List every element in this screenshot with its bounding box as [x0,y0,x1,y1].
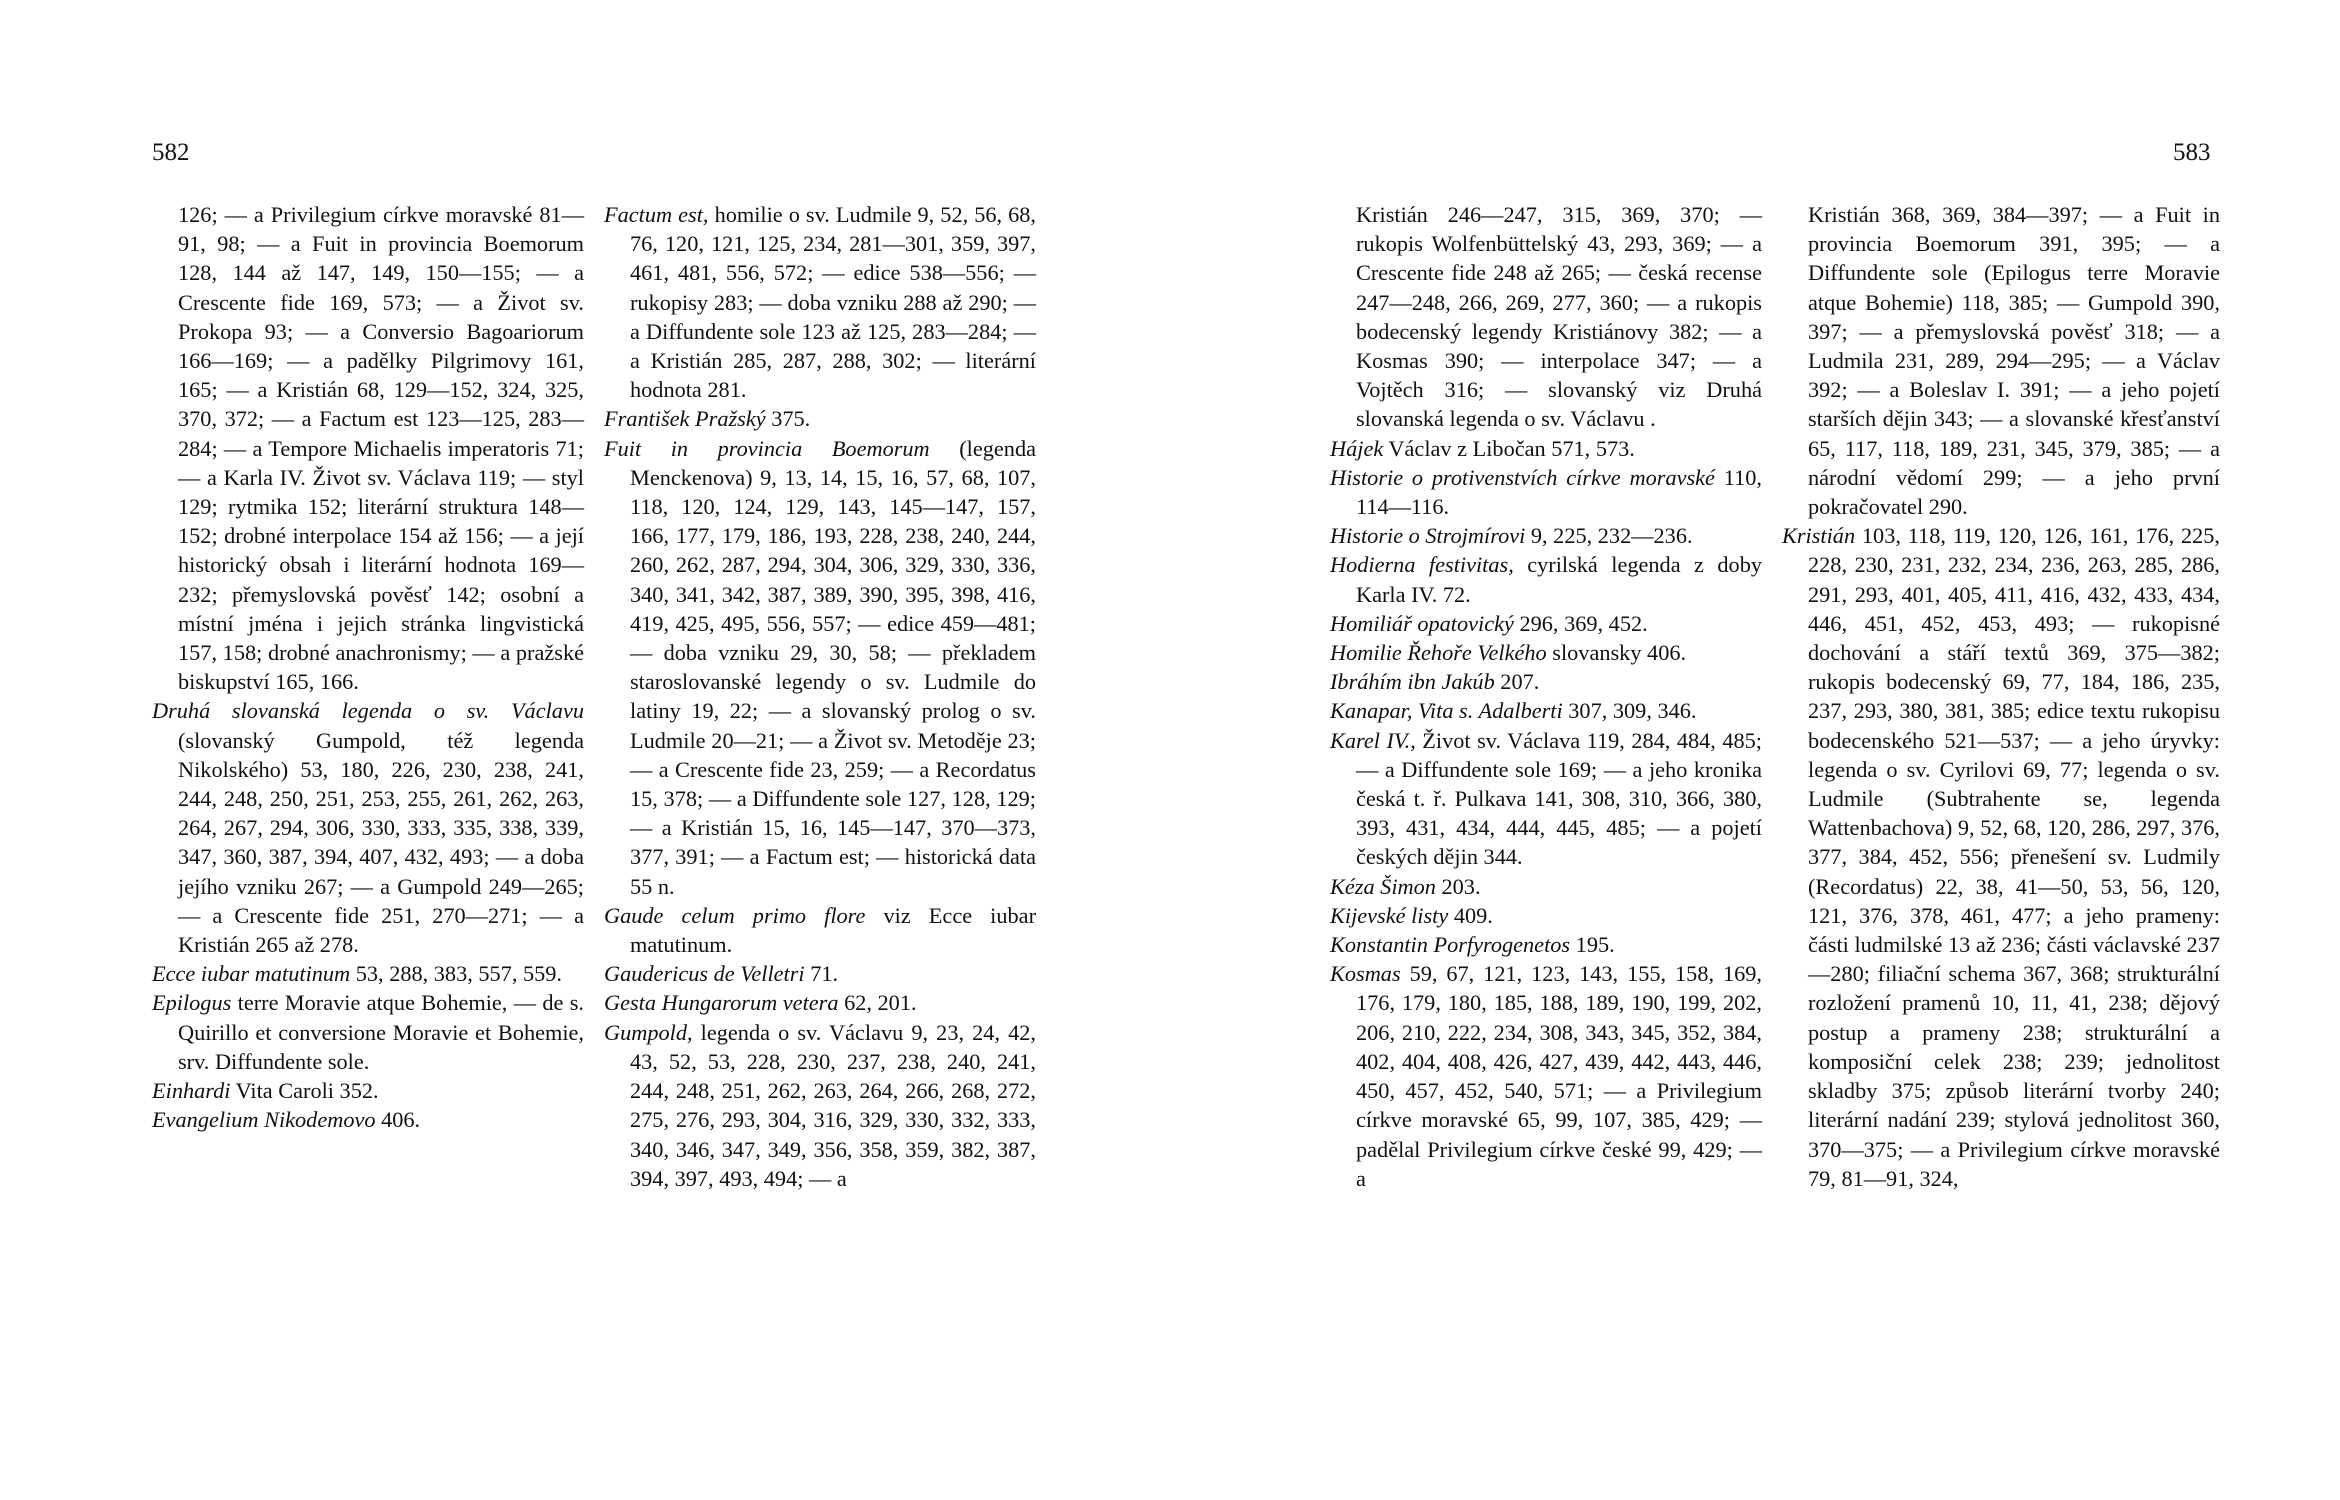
index-entry [1330,696,1762,725]
index-entry-text: 207. [1494,669,1540,695]
index-entry-text: 71. [804,961,839,987]
index-headword: Epilogus [152,990,232,1016]
index-headword: Historie o protivenstvích církve moravské [1330,464,1715,490]
index-entry-text: 406. [375,1107,421,1133]
index-entry [1330,609,1762,638]
index-entry-text: 195. [1570,932,1615,958]
index-headword: Ecce iubar matutinum [152,961,351,987]
index-entry-text: 375. [765,406,811,432]
index-entry-text: homilie o sv. Ludmile 9, 52, 56, 68, 76, 120, 121, 125, 234, 281—301, 359, 397, 461, 481, 556, 572; — edice 538—556; — rukopisy 283; — doba vzniku 288 až 290; — a Diffundente sole 123 až 125, 283—284; — a Kristián 285, 287, 288, 302; — literární hodnota 281. [630,202,1037,403]
index-headword: Ibráhím ibn Jakúb [1330,669,1495,695]
index-entry-text: terre Moravie atque Bohemie, — de s. Quirillo et conversione Moravie et Bohemie, srv. Diffundente sole. [178,990,584,1074]
index-entry-text: 307, 309, 346. [1562,698,1697,724]
index-entry-text: legenda o sv. Václavu 9, 23, 24, 42, 43, 52, 53, 228, 230, 237, 238, 240, 241, 244, 248, 251, 262, 263, 264, 266, 268, 272, 275, 276, 293, 304, 316, 329, 330, 332, 333, 340, 346, 347, 349, 356, 358, 359, 382, 387, 394, 397, 493, 494; — a [630,1019,1036,1191]
index-headword: Homiliář opatovický [1330,610,1514,636]
index-entry-text: 103, 118, 119, 120, 126, 161, 176, 225, 228, 230, 231, 232, 234, 236, 263, 285, 286, 291, 293, 401, 405, 411, 416, 432, 433, 434, 446, 451, 452, 453, 493; — rukopisné dochování a stáří textů 369, 375—382; rukopis bodecenský 69, 77, 184, 186, 235, 237, 293, 380, 381, 385; edice textu rukopisu bodecenského 521—537; — a jeho úryvky: legenda o sv. Cyrilovi 69, 77; legenda o sv. Ludmile (Subtrahente se, legenda Wattenbachova) 9, 52, 68, 120, 286, 297, 376, 377, 384, 452, 556; přenešení sv. Ludmily (Recordatus) 22, 38, 41—50, 53, 56, 120, 121, 376, 378, 461, 477; a jeho prameny: části ludmilské 13 až 236; části václavské 237—280; filiační schema 367, 368; strukturální rozložení pramenů 10, 11, 41, 238; dějový postup a prameny 238; strukturální a komposiční celek 238; 239; jednolitost skladby 375; způsob literární tvorby 240; literární nadání 239; stylová jednolitost 360, 370—375; — a Privilegium církve moravské 79, 81—91, 324, [1808,523,2220,1191]
index-headword: Kanapar, Vita s. Adalberti [1330,698,1563,724]
index-entry-text: 59, 67, 121, 123, 143, 155, 158, 169, 176, 179, 180, 185, 188, 189, 190, 199, 202, 206, 210, 222, 234, 308, 343, 345, 352, 384, 402, 404, 408, 426, 427, 439, 442, 443, 446, 450, 457, 452, 540, 571; — a Privilegium církve moravské 65, 99, 107, 385, 429; — padělal Privilegium církve české 99, 429; — a [1356,961,1762,1191]
index-entry [152,1076,584,1105]
index-entry [152,200,584,696]
index-headword: Gesta Hungarorum vetera [604,990,839,1016]
index-entry [1330,726,1762,872]
index-entry [604,988,1036,1017]
index-column-right-2 [1782,200,2220,1193]
index-entry [604,434,1036,901]
index-entry [1782,200,2220,521]
index-headword: Einhardi [152,1078,231,1104]
index-entry-text: 203. [1435,873,1481,899]
index-entry [1330,434,1762,463]
page-number-right: 583 [2173,139,2211,166]
index-entry [1330,200,1762,434]
index-entry-text: Václav z Libočan 571, 573. [1383,435,1635,461]
index-entry-text: 9, 225, 232—236. [1525,523,1693,549]
index-entry [152,959,584,988]
index-entry [1782,521,2220,1193]
index-headword: Kristián [1782,523,1856,549]
index-headword: Historie o Strojmírovi [1330,523,1526,549]
index-entry-text: 126; — a Privilegium církve moravské 81—91, 98; — a Fuit in provincia Boemorum 128, 144 až 147, 149, 150—155; — a Crescente fide 169, 573; — a Život sv. Prokopa 93; — a Conversio Bagoariorum 166—169; — a padělky Pilgrimovy 161, 165; — a Kristián 68, 129—152, 324, 325, 370, 372; — a Factum est 123—125, 283—284; — a Tempore Michaelis imperatoris 71; — a Karla IV. Život sv. Václava 119; — styl 129; rytmika 152; literární struktura 148—152; drobné interpolace 154 až 156; — a její historický obsah i literární hodnota 169—232; přemyslovská pověsť 142; osobní a místní jména i jejich stránka lingvistická 157, 158; drobné anachronismy; — a pražské biskupství 165, 166. [178,202,584,695]
index-headword: Gaudericus de Velletri [604,961,805,987]
index-entry-text: 409. [1448,902,1493,928]
index-entry [604,1018,1036,1193]
index-entry [1330,521,1762,550]
index-headword: Gumpold, [604,1019,693,1045]
index-headword: Karel IV., [1330,727,1416,753]
index-headword: Evangelium Nikodemovo [152,1107,376,1133]
index-entry [604,404,1036,433]
index-entry-text: Vita Caroli 352. [230,1078,379,1104]
index-entry [1330,959,1762,1193]
index-entry [152,696,584,959]
index-entry [1330,930,1762,959]
index-headword: Druhá slovanská legenda o sv. Václavu [152,698,584,724]
index-entry-text: 62, 201. [838,990,917,1016]
index-entry [1330,901,1762,930]
index-entry [152,988,584,1076]
page-number-left: 582 [152,139,190,166]
index-column-right-1 [1330,200,1762,1193]
right-page [1170,0,2340,1500]
index-headword: František Pražský [604,406,766,432]
index-entry-text: Kristián 246—247, 315, 369, 370; — rukopis Wolfenbüttelský 43, 293, 369; — a Crescente fide 248 až 265; — česká recense 247—248, 266, 269, 277, 360; — a rukopis bodecenský legendy Kristiánovy 382; — a Kosmas 390; — interpolace 347; — a Vojtěch 316; — slovanský viz Druhá slovanská legenda o sv. Václavu . [1356,202,1762,432]
index-entry-text: 296, 369, 452. [1513,610,1648,636]
index-entry [604,901,1036,959]
index-headword: Konstantin Porfyrogenetos [1330,932,1571,958]
index-entry-text: (slovanský Gumpold, též legenda Nikolského) 53, 180, 226, 230, 238, 241, 244, 248, 250, 251, 253, 255, 261, 262, 263, 264, 267, 294, 306, 330, 333, 335, 338, 339, 347, 360, 387, 394, 407, 432, 493; — a doba jejího vzniku 267; — a Gumpold 249—265; — a Crescente fide 251, 270—271; — a Kristián 265 až 278. [178,727,584,958]
index-headword: Kosmas [1330,961,1401,987]
index-entry [604,959,1036,988]
index-entry-text: (legenda Menckenova) 9, 13, 14, 15, 16, 57, 68, 107, 118, 120, 124, 129, 143, 145—147, 157, 166, 177, 179, 186, 193, 228, 238, 240, 244, 260, 262, 287, 294, 304, 306, 329, 330, 336, 340, 341, 342, 387, 389, 390, 395, 398, 416, 419, 425, 495, 556, 557; — edice 459—481; — doba vzniku 29, 30, 58; — překladem staroslovanské legendy o sv. Ludmile do latiny 19, 22; — a slovanský prolog o sv. Ludmile 20—21; — a Život sv. Metoděje 23; — a Crescente fide 23, 259; — a Recordatus 15, 378; — a Diffundente sole 127, 128, 129; — a Kristián 15, 16, 145—147, 370—373, 377, 391; — a Factum est; — historická data 55 n. [630,435,1036,899]
index-entry-text: cyrilská legenda z doby Karla IV. 72. [1356,552,1762,607]
index-headword: Hájek [1330,435,1384,461]
index-entry-text: viz Ecce iubar matutinum. [630,902,1036,958]
index-entry [1330,872,1762,901]
index-headword: Hodierna festivitas, [1330,552,1514,578]
index-column-left-2 [604,200,1036,1193]
index-headword: Fuit in provincia Boemorum [604,435,930,461]
index-headword: Kijevské listy [1330,902,1449,928]
index-headword: Factum est, [604,202,709,227]
index-entry-text: Kristián 368, 369, 384—397; — a Fuit in provincia Boemorum 391, 395; — a Diffundente sole (Epilogus terre Moravie atque Bohemie) 118, 385; — Gumpold 390, 397; — a přemyslovská pověsť 318; — a Ludmila 231, 289, 294—295; — a Václav 392; — a Boleslav I. 391; — a jeho pojetí starších dějin 343; — a slovanské křesťanství 65, 117, 118, 189, 231, 345, 379, 385; — a národní vědomí 299; — a jeho první pokračovatel 290. [1808,202,2220,520]
index-entry [152,1105,584,1134]
index-headword: Gaude celum primo flore [604,902,866,928]
index-entry [1330,463,1762,521]
index-column-left-1 [152,200,584,1135]
index-headword: Homilie Řehoře Velkého [1330,640,1547,666]
index-entry-text: Život sv. Václava 119, 284, 484, 485; — a Diffundente sole 169; — a jeho kronika česká t. ř. Pulkava 141, 308, 310, 366, 380, 393, 431, 434, 444, 445, 485; — a pojetí českých dějin 344. [1356,727,1762,870]
index-entry-text: 110, 114—116. [1356,464,1762,520]
index-entry [1330,638,1762,667]
index-entry [604,200,1036,404]
index-entry-text: slovansky 406. [1546,640,1687,666]
index-headword: Kéza Šimon [1330,873,1436,899]
index-entry-text: 53, 288, 383, 557, 559. [350,961,562,987]
index-entry [1330,550,1762,608]
index-entry [1330,667,1762,696]
